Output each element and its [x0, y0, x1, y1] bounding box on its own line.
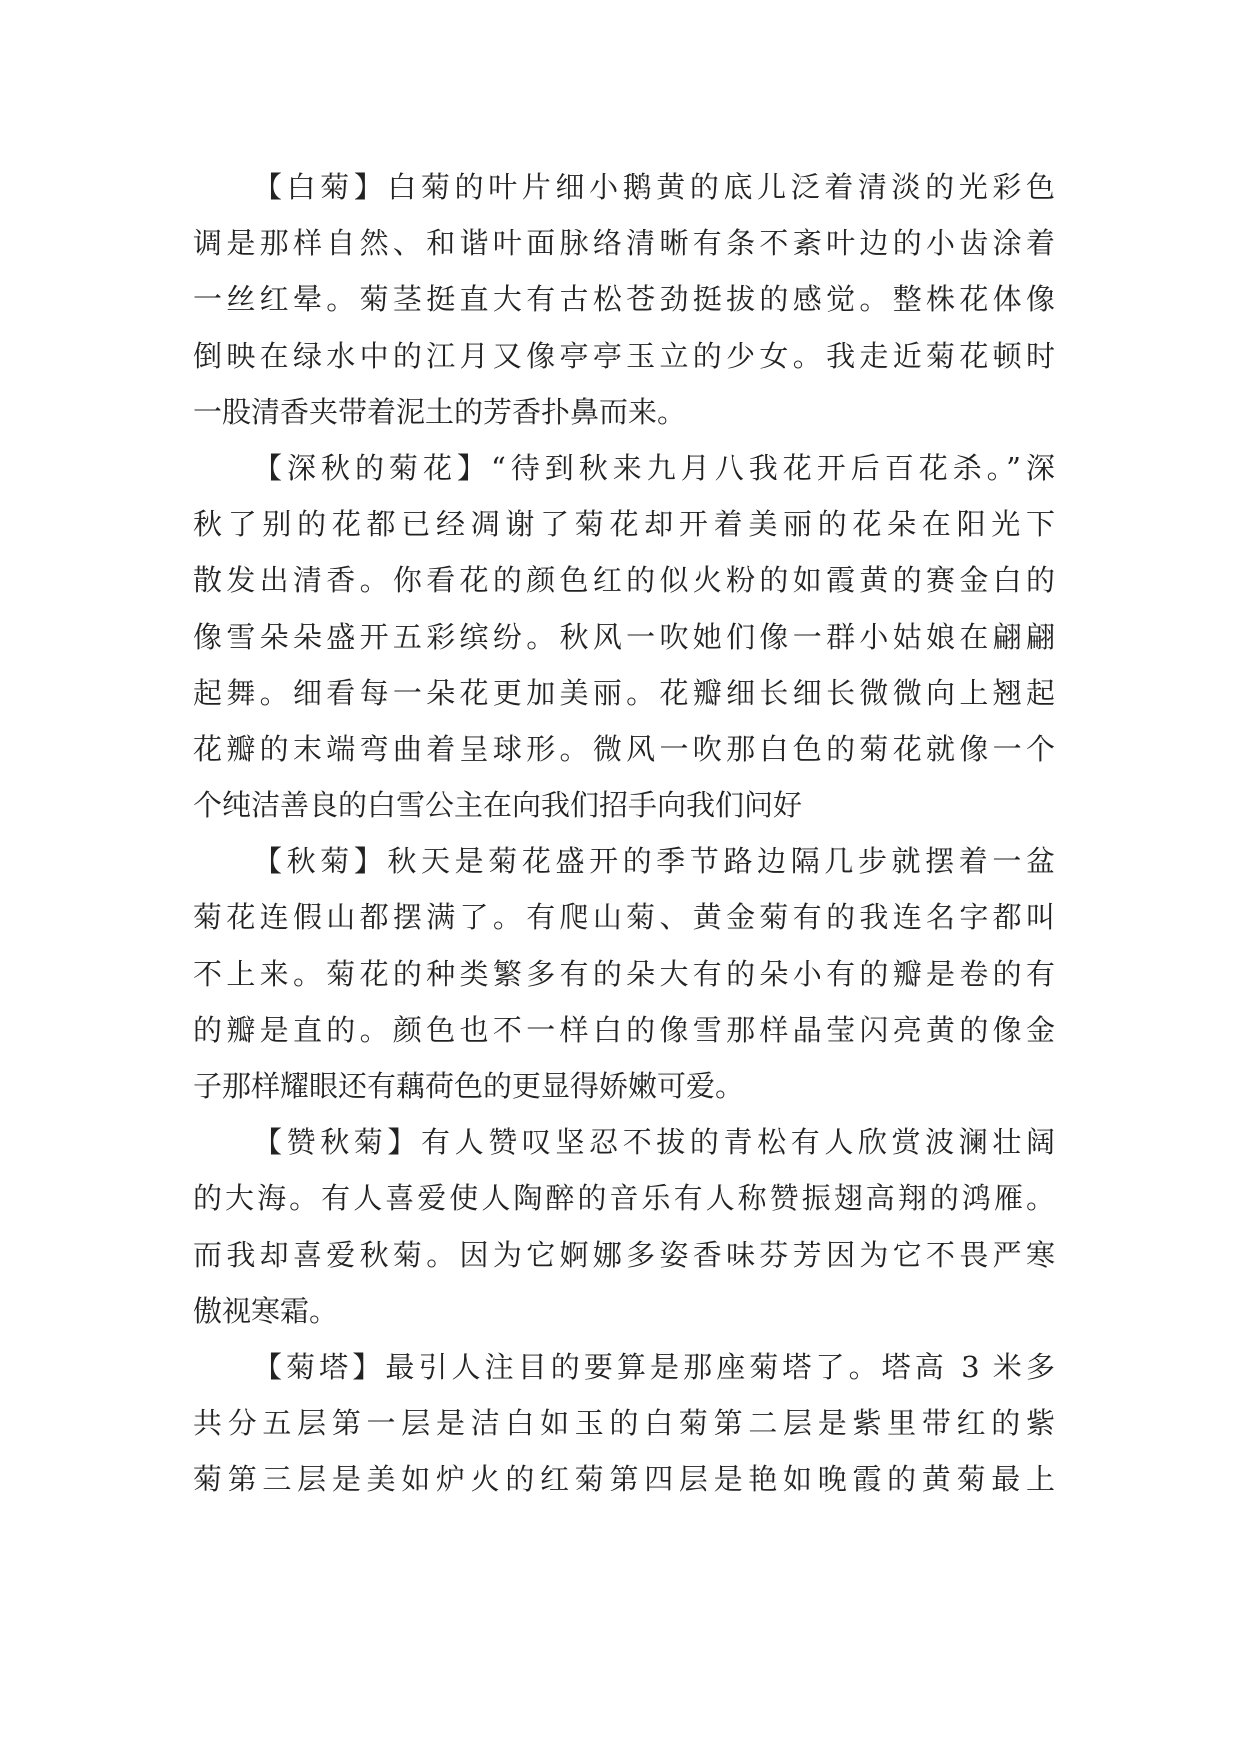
text-line: 调是那样自然、和谐叶面脉络清晰有条不紊叶边的小齿涂着	[193, 226, 1055, 261]
paragraph-bai-ju	[193, 159, 1055, 440]
text-line: 傲视寒霜。	[193, 1293, 339, 1328]
paragraph-shen-qiu-de-ju-hua	[193, 440, 1055, 833]
text-line: 菊花连假山都摆满了。有爬山菊、黄金菊有的我连名字都叫	[193, 900, 1055, 935]
paragraph-qiu-ju	[193, 833, 1055, 1114]
text-line: 而我却喜爱秋菊。因为它婀娜多姿香味芬芳因为它不畏严寒	[193, 1237, 1055, 1272]
text-line: 不上来。菊花的种类繁多有的朵大有的朵小有的瓣是卷的有	[193, 956, 1055, 991]
text-line: 散发出清香。你看花的颜色红的似火粉的如霞黄的赛金白的	[193, 563, 1055, 598]
text-line: 子那样耀眼还有藕荷色的更显得娇嫩可爱。	[193, 1069, 745, 1103]
document-body	[193, 159, 1055, 1508]
text-line: 个纯洁善良的白雪公主在向我们招手向我们问好	[193, 788, 803, 823]
text-line: 共分五层第一层是洁白如玉的白菊第二层是紫里带红的紫	[193, 1406, 1055, 1441]
text-line: 【深秋的菊花】“待到秋来九月八我花开后百花杀。”深	[253, 450, 1055, 485]
text-line: 秋了别的花都已经凋谢了菊花却开着美丽的花朵在阳光下	[193, 507, 1055, 542]
text-line: 花瓣的末端弯曲着呈球形。微风一吹那白色的菊花就像一个	[193, 731, 1055, 766]
text-line: 的瓣是直的。颜色也不一样白的像雪那样晶莹闪亮黄的像金	[193, 1012, 1055, 1047]
paragraph-zan-qiu-ju	[193, 1114, 1055, 1339]
text-line: 像雪朵朵盛开五彩缤纷。秋风一吹她们像一群小姑娘在翩翩	[193, 619, 1055, 654]
text-line: 一股清香夹带着泥土的芳香扑鼻而来。	[193, 394, 687, 429]
text-line: 起舞。细看每一朵花更加美丽。花瓣细长细长微微向上翘起	[193, 675, 1055, 710]
text-line: 【赞秋菊】有人赞叹坚忍不拔的青松有人欣赏波澜壮阔	[253, 1125, 1055, 1160]
text-line: 【白菊】白菊的叶片细小鹅黄的底儿泛着清淡的光彩色	[253, 170, 1055, 204]
text-line: 的大海。有人喜爱使人陶醉的音乐有人称赞振翅高翔的鸿雁。	[193, 1181, 1055, 1216]
text-line: 菊第三层是美如炉火的红菊第四层是艳如晚霞的黄菊最上	[193, 1462, 1055, 1497]
text-line: 一丝红晕。菊茎挺直大有古松苍劲挺拔的感觉。整株花体像	[193, 282, 1055, 317]
text-line: 【秋菊】秋天是菊花盛开的季节路边隔几步就摆着一盆	[253, 844, 1055, 879]
text-line: 【菊塔】最引人注目的要算是那座菊塔了。塔高 3 米多	[253, 1349, 1055, 1384]
paragraph-ju-ta	[193, 1339, 1055, 1508]
text-line: 倒映在绿水中的江月又像亭亭玉立的少女。我走近菊花顿时	[193, 338, 1055, 373]
